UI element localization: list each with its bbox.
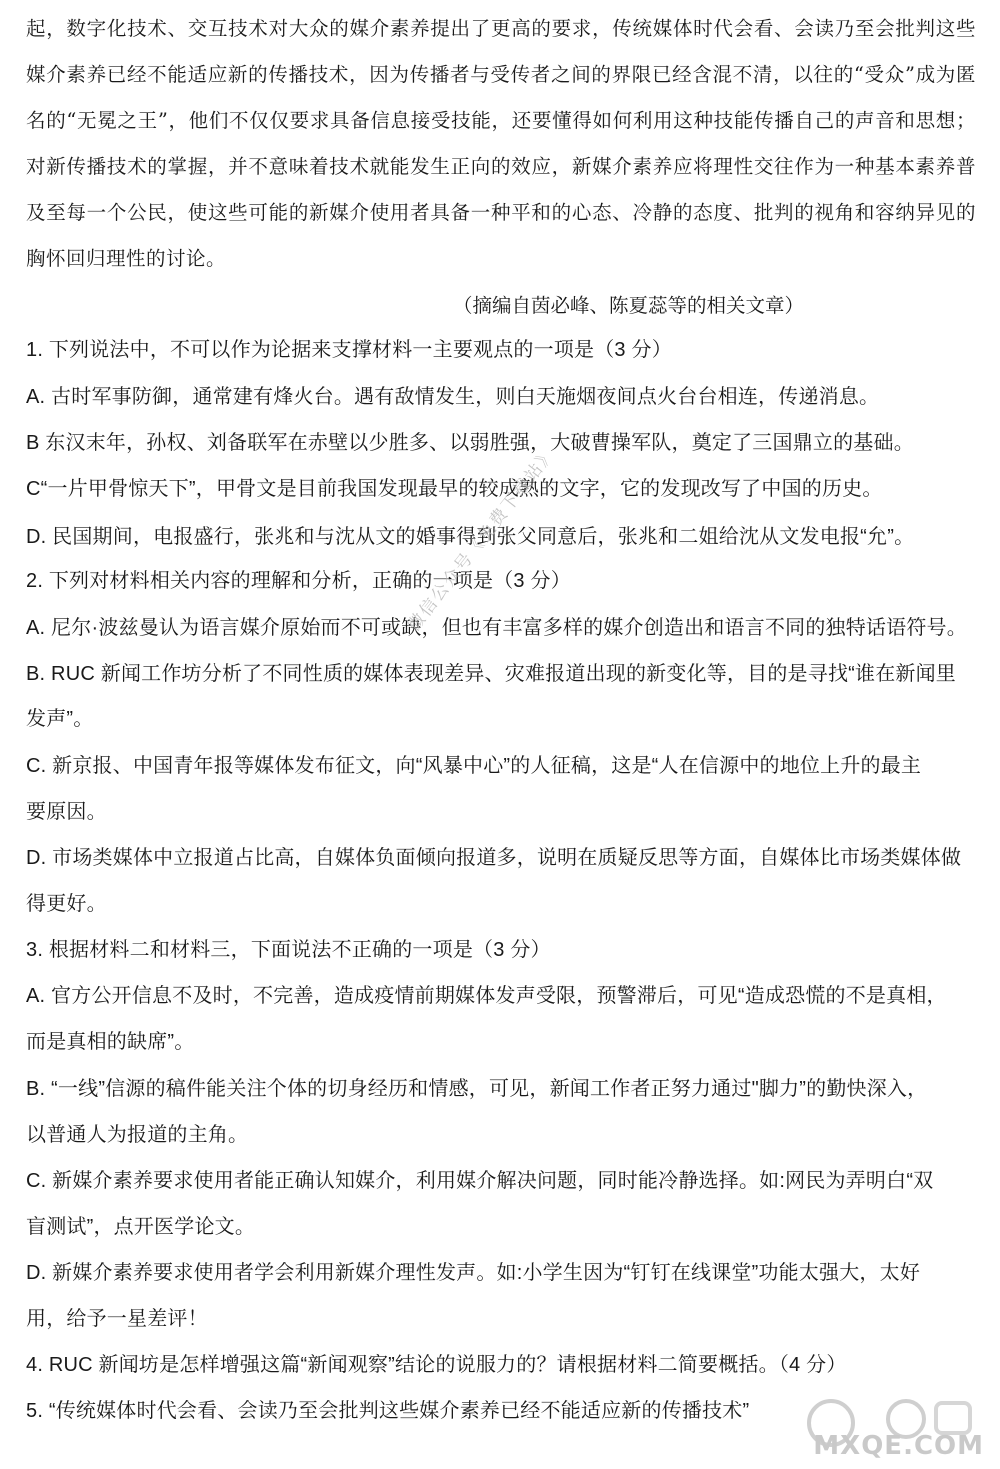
question-3-option-d-cont: 用，给予一星差评！ xyxy=(26,1308,208,1330)
question-5-stem: 5. “传统媒体时代会看、会读乃至会批判这些媒介素养已经不能适应新的传播技术” xyxy=(26,1400,750,1422)
question-1-option-d: D. 民国期间，电报盛行，张兆和与沈从文的婚事得到张父同意后，张兆和二姐给沈从文发电报“允”。 xyxy=(26,526,915,548)
question-2-option-d: D. 市场类媒体中立报道占比高，自媒体负面倾向报道多，说明在质疑反思等方面，自媒体比市场类媒体做 xyxy=(26,847,962,869)
question-1-option-c: C“一片甲骨惊天下”，甲骨文是目前我国发现最早的较成熟的文字，它的发现改写了中国的历史。 xyxy=(26,478,883,500)
question-2-option-c-cont: 要原因。 xyxy=(26,801,107,823)
question-2-option-d-cont: 得更好。 xyxy=(26,893,107,915)
question-2-option-b: B. RUC 新闻工作坊分析了不同性质的媒体表现差异、灾难报道出现的新变化等，目的是寻找“谁在新闻里 xyxy=(26,663,956,685)
question-3-option-c-cont: 盲测试”，点开医学论文。 xyxy=(26,1216,256,1238)
question-3-option-b-cont: 以普通人为报道的主角。 xyxy=(26,1124,249,1146)
question-3-option-b: B. “一线”信源的稿件能关注个体的切身经历和情感，可见，新闻工作者正努力通过"脚力”的勤快深入， xyxy=(26,1078,928,1100)
watermark-text: 微信公众号《免费下载站》 xyxy=(403,443,561,636)
question-2-stem: 2. 下列对材料相关内容的理解和分析，正确的一项是（3 分） xyxy=(26,570,571,592)
question-1-stem: 1. 下列说法中，不可以作为论据来支撑材料一主要观点的一项是（3 分） xyxy=(26,339,672,361)
question-2-option-a: A. 尼尔·波兹曼认为语言媒介原始而不可或缺，但也有丰富多样的媒介创造出和语言不同的独特话语符号。 xyxy=(26,617,967,639)
question-1-option-a: A. 古时军事防御，通常建有烽火台。遇有敌情发生，则白天施烟夜间点火台台相连，传递消息。 xyxy=(26,386,880,408)
question-4-stem: 4. RUC 新闻坊是怎样增强这篇“新闻观察”结论的说服力的？请根据材料二简要概括。（4 分） xyxy=(26,1354,847,1376)
question-2-option-b-cont: 发声”。 xyxy=(26,708,94,730)
site-logo-text: MXQE.COM xyxy=(813,1431,984,1461)
question-2-option-c: C. 新京报、中国青年报等媒体发布征文，向“风暴中心”的人征稿，这是“人在信源中的地位上升的最主 xyxy=(26,755,922,777)
question-3-option-d: D. 新媒介素养要求使用者学会利用新媒介理性发声。如:小学生因为“钉钉在线课堂”功能太强大，太好 xyxy=(26,1262,921,1284)
passage-paragraph: 起，数字化技术、交互技术对大众的媒介素养提出了更高的要求，传统媒体时代会看、会读乃至会批判这些媒介素养已经不能适应新的传播技术，因为传播者与受传者之间的界限已经含混不清，以往的“受众”成为匿名的“无冕之王”，他们不仅仅要求具备信息接受技能，还要懂得如何利用这种技能传播自己的声音和思想；对新传播技术的掌握，并不意味着技术就能发生正向的效应，新媒介素养应将理性交往作为一种基本素养普及至每一个公民，使这些可能的新媒介使用者具备一种平和的心态、冷静的态度、批判的视角和容纳异见的胸怀回归理性的讨论。 xyxy=(26,17,976,270)
reading-passage xyxy=(26,6,976,282)
question-1-option-b: B 东汉末年，孙权、刘备联军在赤壁以少胜多、以弱胜强，大破曹操军队，奠定了三国鼎立的基础。 xyxy=(26,432,914,454)
question-3-stem: 3. 根据材料二和材料三，下面说法不正确的一项是（3 分） xyxy=(26,939,551,961)
passage-source: （摘编自茵必峰、陈夏蕊等的相关文章） xyxy=(452,294,804,317)
question-3-option-a-cont: 而是真相的缺席”。 xyxy=(26,1031,195,1053)
question-3-option-c: C. 新媒介素养要求使用者能正确认知媒介，利用媒介解决问题，同时能冷静选择。如:网民为弄明白“双 xyxy=(26,1170,934,1192)
question-3-option-a: A. 官方公开信息不及时，不完善，造成疫情前期媒体发声受限，预警滞后，可见“造成恐慌的不是真相， xyxy=(26,985,947,1007)
